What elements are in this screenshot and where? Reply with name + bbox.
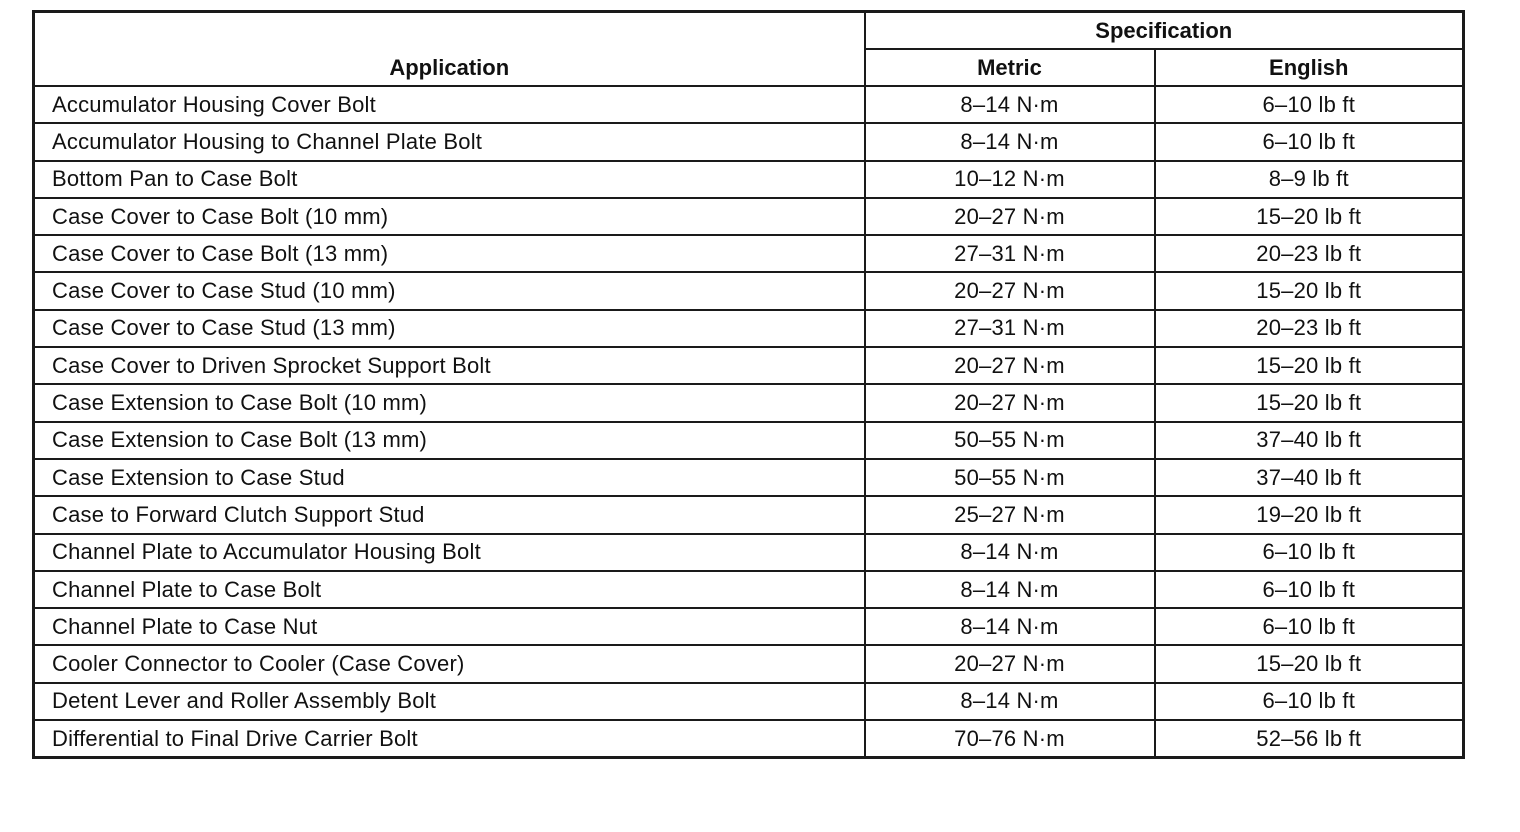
metric-cell: 8–14 N·m [865,571,1155,608]
torque-spec-table [32,10,1465,759]
english-cell: 37–40 lb ft [1155,422,1464,459]
english-cell: 20–23 lb ft [1155,235,1464,272]
english-cell: 6–10 lb ft [1155,86,1464,123]
application-cell: Case Extension to Case Bolt (13 mm) [34,422,865,459]
english-cell: 19–20 lb ft [1155,496,1464,533]
table-row [34,645,1464,682]
application-cell: Channel Plate to Accumulator Housing Bolt [34,534,865,571]
metric-cell: 8–14 N·m [865,86,1155,123]
table-row [34,608,1464,645]
application-cell: Case Cover to Case Bolt (13 mm) [34,235,865,272]
metric-cell: 50–55 N·m [865,422,1155,459]
application-cell: Case Cover to Case Stud (13 mm) [34,310,865,347]
english-cell: 37–40 lb ft [1155,459,1464,496]
table-row [34,422,1464,459]
application-cell: Bottom Pan to Case Bolt [34,161,865,198]
application-cell: Channel Plate to Case Bolt [34,571,865,608]
metric-cell: 20–27 N·m [865,645,1155,682]
table-row [34,198,1464,235]
table-row [34,459,1464,496]
english-cell: 15–20 lb ft [1155,198,1464,235]
table-row [34,235,1464,272]
english-cell: 6–10 lb ft [1155,608,1464,645]
table-row [34,384,1464,421]
metric-cell: 8–14 N·m [865,123,1155,160]
metric-cell: 20–27 N·m [865,198,1155,235]
application-cell: Accumulator Housing Cover Bolt [34,86,865,123]
application-cell: Case to Forward Clutch Support Stud [34,496,865,533]
english-cell: 52–56 lb ft [1155,720,1464,758]
header-row-top [34,12,1464,50]
application-cell: Case Cover to Driven Sprocket Support Bolt [34,347,865,384]
application-cell: Detent Lever and Roller Assembly Bolt [34,683,865,720]
application-cell: Case Extension to Case Stud [34,459,865,496]
application-cell: Differential to Final Drive Carrier Bolt [34,720,865,758]
metric-cell: 10–12 N·m [865,161,1155,198]
metric-cell: 20–27 N·m [865,272,1155,309]
english-cell: 6–10 lb ft [1155,123,1464,160]
metric-cell: 50–55 N·m [865,459,1155,496]
table-row [34,272,1464,309]
table-body [34,86,1464,758]
application-cell: Cooler Connector to Cooler (Case Cover) [34,645,865,682]
english-cell: 6–10 lb ft [1155,683,1464,720]
application-cell: Channel Plate to Case Nut [34,608,865,645]
english-cell: 15–20 lb ft [1155,272,1464,309]
english-cell: 8–9 lb ft [1155,161,1464,198]
application-cell: Case Extension to Case Bolt (10 mm) [34,384,865,421]
table-row [34,683,1464,720]
application-header: Application [34,12,865,87]
english-cell: 15–20 lb ft [1155,645,1464,682]
table-row [34,161,1464,198]
table-header [34,12,1464,87]
english-cell: 6–10 lb ft [1155,534,1464,571]
table-row [34,86,1464,123]
metric-cell: 27–31 N·m [865,310,1155,347]
metric-cell: 27–31 N·m [865,235,1155,272]
metric-cell: 20–27 N·m [865,384,1155,421]
english-cell: 15–20 lb ft [1155,347,1464,384]
application-cell: Case Cover to Case Stud (10 mm) [34,272,865,309]
metric-cell: 20–27 N·m [865,347,1155,384]
metric-cell: 8–14 N·m [865,608,1155,645]
table-row [34,347,1464,384]
english-cell: 6–10 lb ft [1155,571,1464,608]
table-row [34,310,1464,347]
english-header: English [1155,49,1464,86]
metric-cell: 8–14 N·m [865,534,1155,571]
metric-cell: 70–76 N·m [865,720,1155,758]
table-row [34,496,1464,533]
metric-cell: 8–14 N·m [865,683,1155,720]
specification-header: Specification [865,12,1464,50]
table-row [34,720,1464,758]
metric-header: Metric [865,49,1155,86]
application-cell: Accumulator Housing to Channel Plate Bolt [34,123,865,160]
table-row [34,571,1464,608]
application-cell: Case Cover to Case Bolt (10 mm) [34,198,865,235]
table-row [34,123,1464,160]
metric-cell: 25–27 N·m [865,496,1155,533]
english-cell: 20–23 lb ft [1155,310,1464,347]
english-cell: 15–20 lb ft [1155,384,1464,421]
table-row [34,534,1464,571]
